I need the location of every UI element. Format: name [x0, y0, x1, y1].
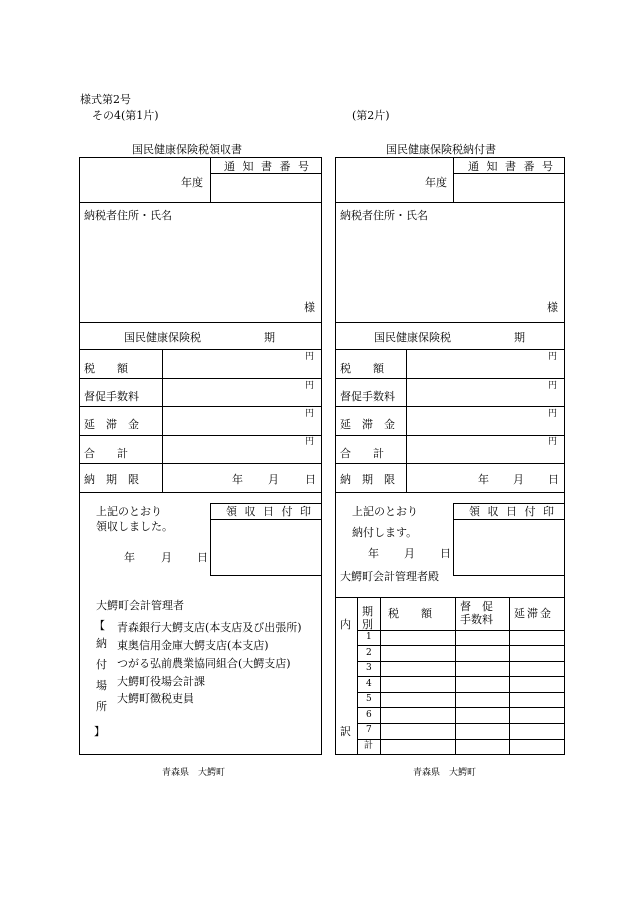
receipt-deadline-day: 日 — [305, 473, 316, 486]
breakdown-row-label: 3 — [366, 663, 372, 673]
receipt-sama: 様 — [304, 301, 315, 314]
receipt-yen-3: 円 — [305, 409, 315, 419]
receipt-yen-4: 円 — [305, 437, 315, 447]
breakdown-side-top: 内 — [340, 618, 351, 631]
payment-note-line2: 納付します。 — [352, 526, 418, 539]
payment-notice-number-label: 通 知 書 番 号 — [468, 160, 555, 173]
receipt-deadline-year: 年 — [232, 473, 243, 486]
part-1-label: その4(第1片) — [92, 109, 159, 122]
receipt-deadline-month: 月 — [268, 473, 279, 486]
payment-deadline-label: 納 期 限 — [340, 473, 395, 486]
payment-year-label: 年度 — [425, 176, 447, 189]
receipt-note-line2: 領収しました。 — [96, 520, 173, 533]
breakdown-header-period: 期別 — [362, 605, 373, 631]
receipt-deadline-label: 納 期 限 — [84, 473, 139, 486]
receipt-period-label: 期 — [264, 331, 275, 344]
place-2: 東奥信用金庫大鰐支店(本支店) — [117, 639, 269, 652]
breakdown-header-fee-2: 手数料 — [460, 613, 493, 626]
receipt-treasurer: 大鰐町会計管理者 — [96, 599, 184, 612]
payment-tax-amount-label: 税 額 — [340, 362, 384, 375]
breakdown-row-label: 2 — [366, 648, 372, 658]
receipt-date-day: 日 — [197, 551, 208, 564]
receipt-payer-label: 納税者住所・氏名 — [84, 209, 172, 222]
payment-date-day: 日 — [440, 547, 451, 560]
payment-note-line1: 上記のとおり — [352, 505, 418, 518]
breakdown-header-tax: 税 額 — [388, 607, 432, 620]
receipt-stamp-label: 領 収 日 付 印 — [226, 505, 313, 518]
payment-deadline-day: 日 — [548, 473, 559, 486]
payment-deadline-month: 月 — [513, 473, 524, 486]
receipt-title: 国民健康保険税領収書 — [132, 143, 242, 156]
payment-deadline-year: 年 — [478, 473, 489, 486]
breakdown-header-fee-1: 督 促 — [460, 600, 493, 613]
receipt-fee-label: 督促手数料 — [84, 390, 139, 403]
payment-yen-4: 円 — [548, 437, 558, 447]
payment-total-label: 合 計 — [340, 447, 384, 460]
payment-tax-name: 国民健康保険税 — [374, 331, 451, 344]
payment-yen-3: 円 — [548, 409, 558, 419]
receipt-date-year: 年 — [124, 551, 135, 564]
payment-payer-label: 納税者住所・氏名 — [340, 209, 428, 222]
place-5: 大鰐町徴税吏員 — [117, 692, 194, 705]
payment-date-year: 年 — [368, 547, 379, 560]
bracket-top: 【 — [94, 619, 105, 632]
payment-yen-1: 円 — [548, 352, 558, 362]
payment-late-fee-label: 延 滞 金 — [340, 418, 395, 431]
place-4: 大鰐町役場会計課 — [117, 675, 205, 688]
payment-date-month: 月 — [404, 547, 415, 560]
payment-fee-label: 督促手数料 — [340, 390, 395, 403]
part-2-label: (第2片) — [352, 109, 390, 122]
receipt-footer: 青森県 大鰐町 — [162, 768, 226, 778]
payment-places-label: 納 付 場 所 — [96, 637, 107, 713]
receipt-total-label: 合 計 — [84, 447, 128, 460]
breakdown-row-label: 5 — [366, 694, 372, 704]
receipt-tax-name: 国民健康保険税 — [124, 331, 201, 344]
payment-stamp-label: 領 収 日 付 印 — [469, 505, 556, 518]
receipt-note-line1: 上記のとおり — [96, 505, 162, 518]
payment-title: 国民健康保険税納付書 — [386, 143, 496, 156]
receipt-late-fee-label: 延 滞 金 — [84, 418, 139, 431]
receipt-date-month: 月 — [161, 551, 172, 564]
receipt-yen-1: 円 — [305, 352, 315, 362]
payment-period-label: 期 — [514, 331, 525, 344]
breakdown-row-label: 1 — [366, 632, 372, 642]
receipt-yen-2: 円 — [305, 381, 315, 391]
receipt-tax-amount-label: 税 額 — [84, 362, 128, 375]
breakdown-row-label: 計 — [364, 741, 374, 751]
payment-addressee: 大鰐町会計管理者殿 — [340, 570, 439, 583]
payment-footer: 青森県 大鰐町 — [413, 768, 477, 778]
breakdown-side-bottom: 訳 — [340, 725, 351, 738]
place-3: つがる弘前農業協同組合(大鰐支店) — [117, 657, 291, 670]
bracket-bottom: 】 — [94, 725, 105, 738]
breakdown-row-label: 4 — [366, 679, 372, 689]
breakdown-row-label: 6 — [366, 710, 372, 720]
breakdown-row-label: 7 — [366, 725, 372, 735]
breakdown-header-late: 延滞金 — [514, 607, 553, 620]
form-number: 様式第2号 — [80, 93, 131, 106]
payment-sama: 様 — [547, 301, 558, 314]
place-1: 青森銀行大鰐支店(本支店及び出張所) — [117, 621, 302, 634]
receipt-notice-number-label: 通 知 書 番 号 — [224, 160, 311, 173]
receipt-year-label: 年度 — [181, 176, 203, 189]
payment-yen-2: 円 — [548, 381, 558, 391]
